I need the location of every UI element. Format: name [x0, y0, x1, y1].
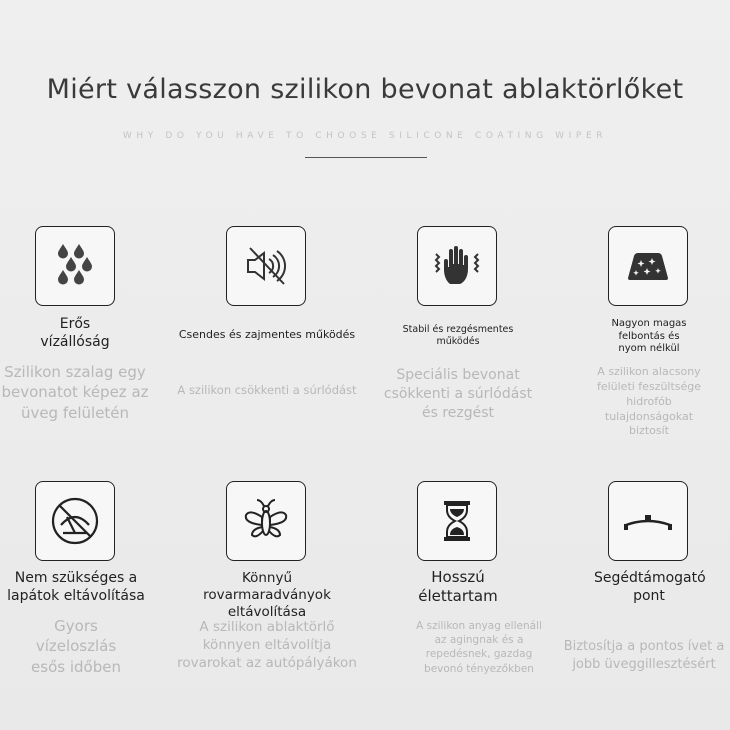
feature-title: Stabil és rezgésmentes működés [402, 324, 514, 347]
feature-title: Nagyon magas felbontás és nyom nélkül [611, 318, 687, 354]
windshield-sparkle-icon [608, 226, 688, 306]
page-title: Miért válasszon szilikon bevonat ablaktörlőket [46, 74, 684, 105]
feature-description: Biztosítja a pontos ívet a jobb üveggillesztésért [563, 639, 725, 672]
feature-description: A szilikon ablaktörlő könnyen eltávolítja rovarokat az autópályákon [177, 619, 357, 672]
water-drops-icon [35, 226, 115, 306]
feature-description: A szilikon anyag ellenáll az agingnak és a repedésnek, gazdag bevonó tényezőkben [416, 620, 542, 675]
feature-title: Hosszú élettartam [418, 568, 498, 605]
feature-description: Gyors vízeloszlás esős időben [31, 617, 121, 676]
title-divider [305, 157, 427, 158]
feature-description: Szilikon szalag egy bevonatot képez az üveg felületén [1, 363, 149, 422]
feature-title: Könnyű rovarmaradványok eltávolítása [203, 570, 331, 620]
feature-title: Erős vízállóság [40, 316, 110, 350]
no-wiper-icon [35, 481, 115, 561]
feature-title: Segédtámogató pont [594, 570, 706, 604]
feature-description: A szilikon csökkenti a súrlódást [177, 383, 357, 397]
feature-description: Speciális bevonat csökkenti a súrlódást és rezgést [383, 367, 533, 421]
feature-title: Csendes és zajmentes működés [178, 328, 356, 341]
feature-description: A szilikon alacsony felületi feszültsége hidrofób tulajdonságokat biztosít [596, 365, 702, 438]
mute-speaker-icon [226, 226, 306, 306]
insect-icon [226, 481, 306, 561]
feature-title: Nem szükséges a lapátok eltávolítása [7, 570, 145, 604]
wiper-arm-icon [608, 481, 688, 561]
page-subtitle: WHY DO YOU HAVE TO CHOOSE SILICONE COATING WIPER [122, 131, 608, 141]
vibration-hand-icon [417, 226, 497, 306]
hourglass-icon [417, 481, 497, 561]
